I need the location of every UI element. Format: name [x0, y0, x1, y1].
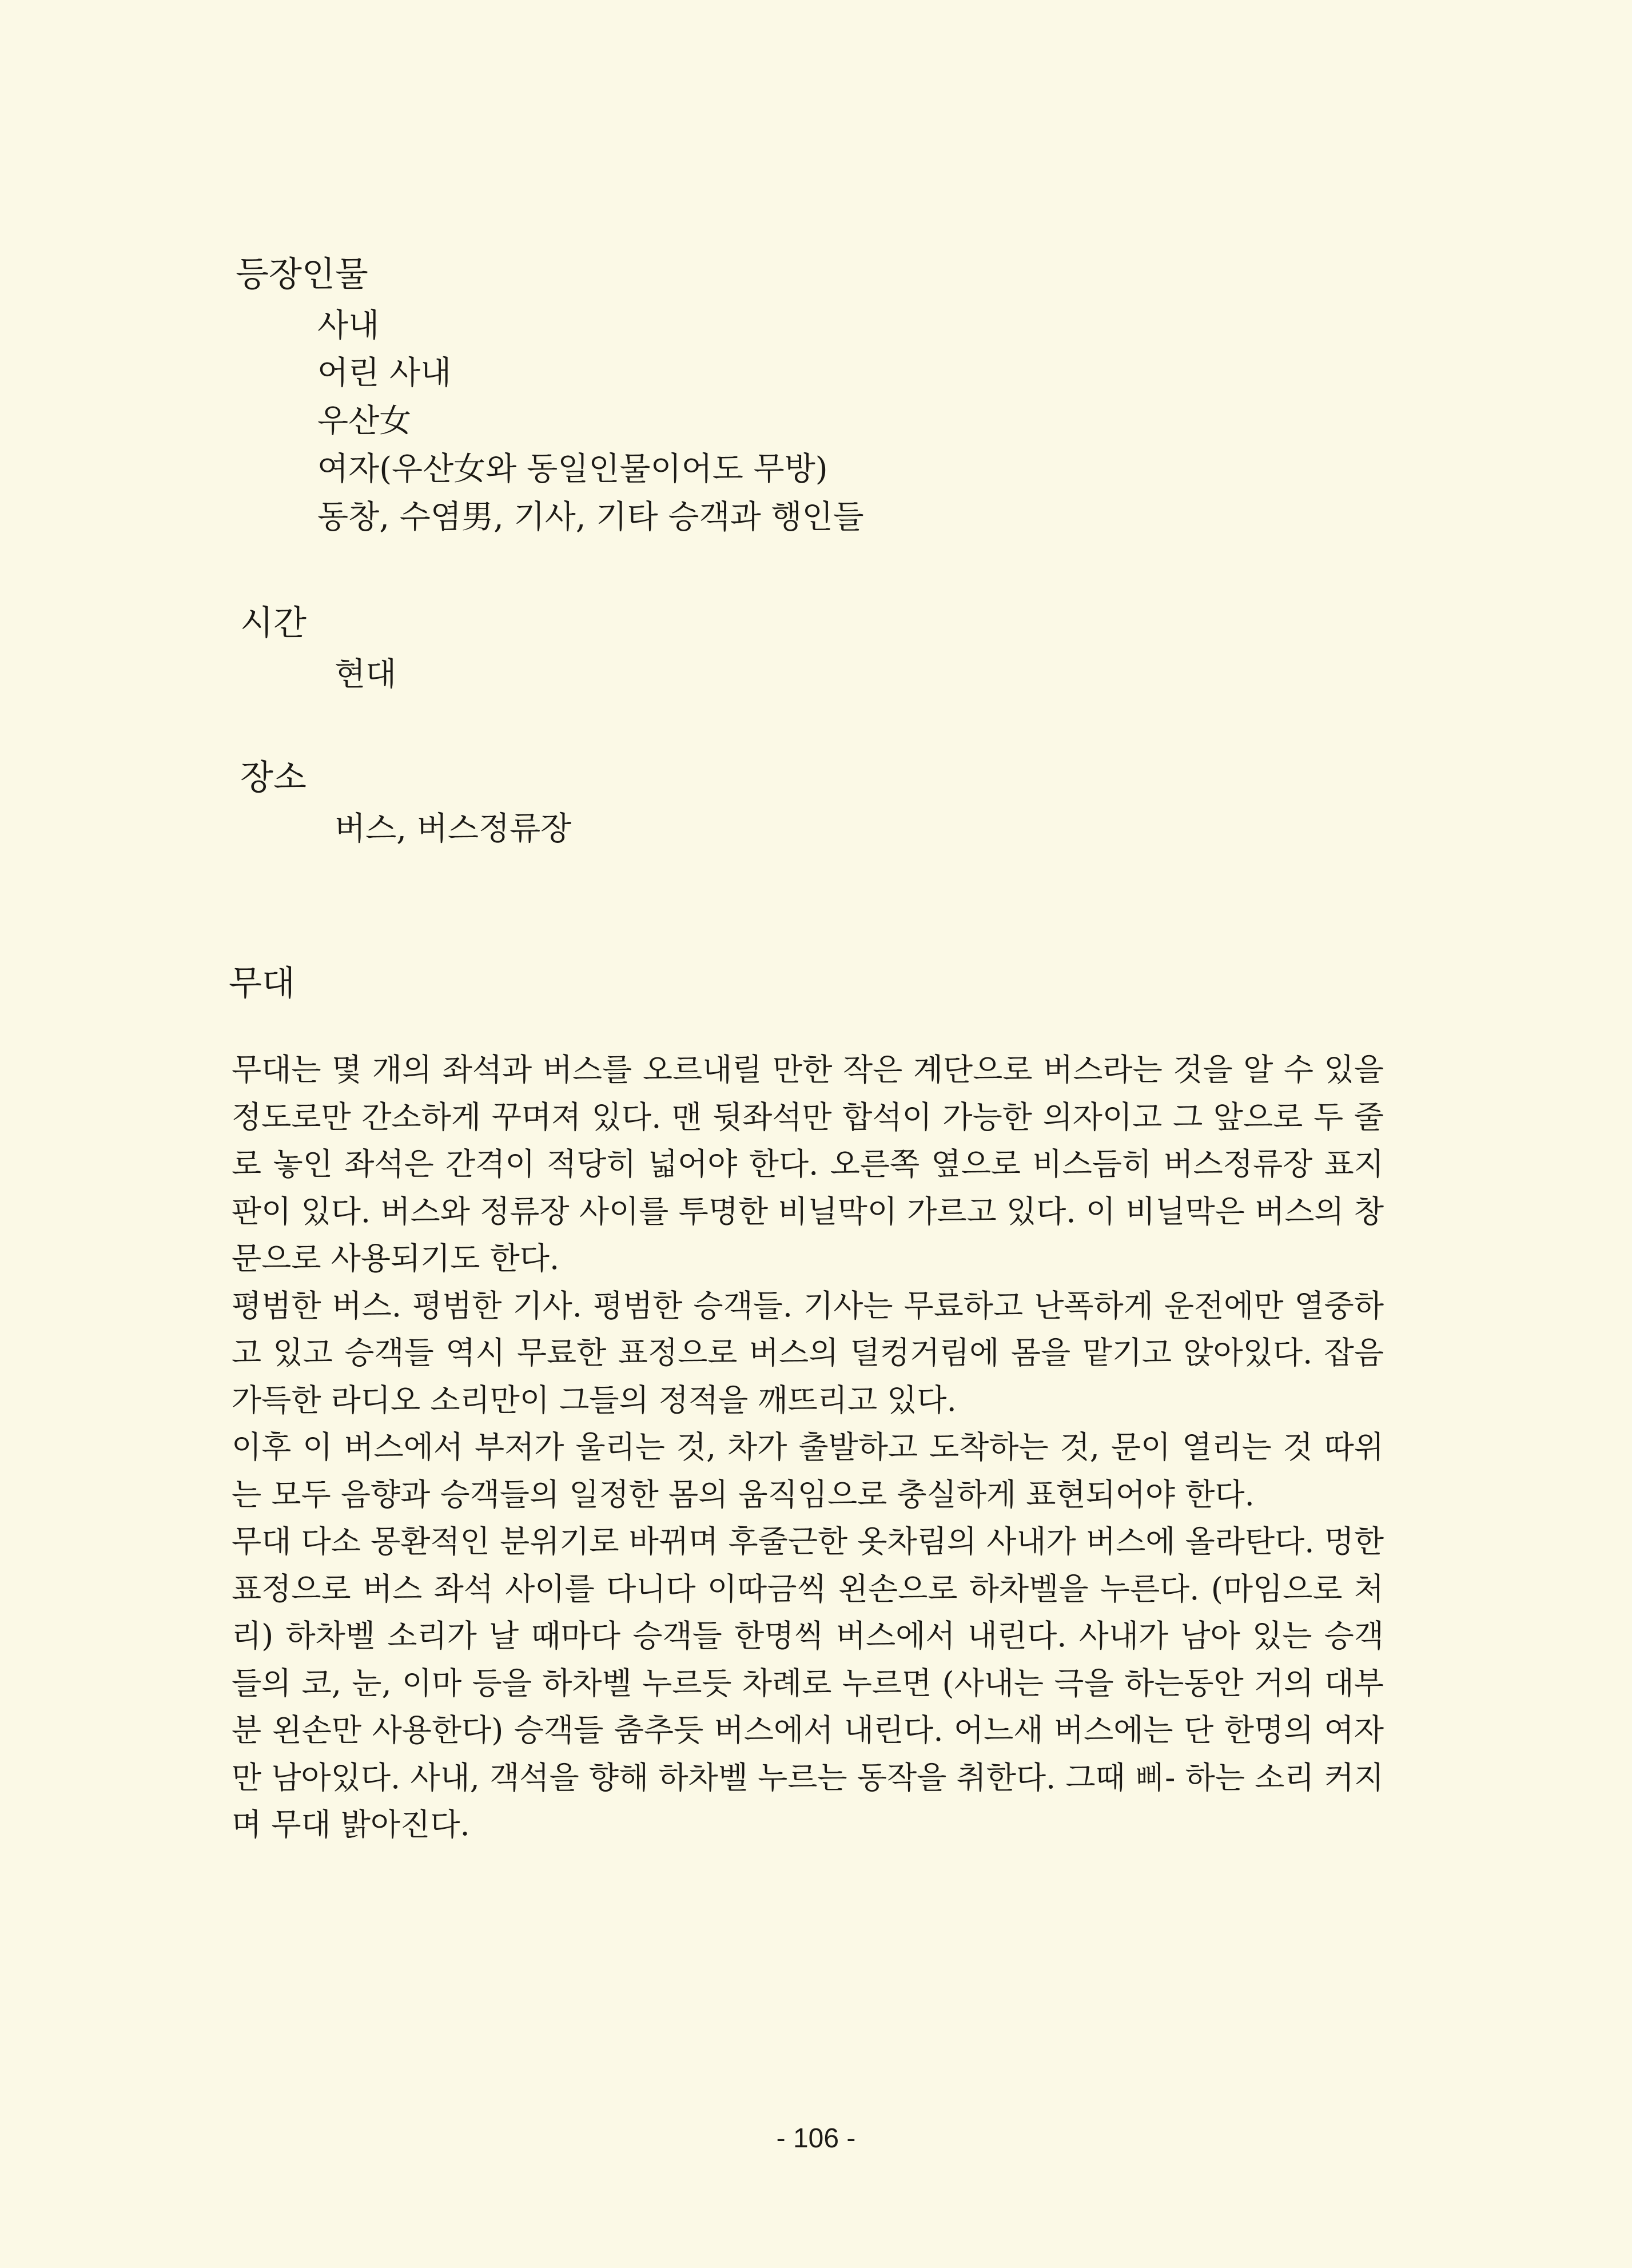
page-number: - 106 - — [776, 2123, 856, 2154]
stage-paragraph: 무대는 몇 개의 좌석과 버스를 오르내릴 만한 작은 계단으로 버스라는 것을 알 수 있을 정도로만 간소하게 꾸며져 있다. 맨 뒷좌석만 합석이 가능한 의자이고 그 앞으로 두 줄로 놓인 좌석은 간격이 적당히 넓어야 한다. 오른쪽 옆으로 비스듬히 버스정류장 표지판이 있다. 버스와 정류장 사이를 투명한 비닐막이 가르고 있다. 이 비닐막은 버스의 창문으로 사용되기도 한다. — [232, 1052, 1384, 1276]
stage-heading: 무대 — [229, 964, 295, 1004]
character-item: 동창, 수염男, 기사, 기타 승객과 행인들 — [317, 499, 864, 536]
time-value: 현대 — [335, 656, 397, 693]
character-item: 사내 — [317, 307, 380, 344]
character-item: 여자(우산女와 동일인물이어도 무방) — [317, 451, 828, 488]
stage-paragraph: 이후 이 버스에서 부저가 울리는 것, 차가 출발하고 도착하는 것, 문이 열리는 것 따위는 모두 음향과 승객들의 일정한 몸의 움직임으로 충실하게 표현되어야 한다. — [232, 1429, 1384, 1513]
stage-paragraph: 평범한 버스. 평범한 기사. 평범한 승객들. 기사는 무료하고 난폭하게 운전에만 열중하고 있고 승객들 역시 무료한 표정으로 버스의 덜컹거림에 몸을 맡기고 앉아있다. 잡음 가득한 라디오 소리만이 그들의 정적을 깨뜨리고 있다. — [232, 1287, 1384, 1418]
place-heading: 장소 — [240, 758, 307, 798]
time-heading: 시간 — [240, 603, 307, 643]
character-item: 우산女 — [317, 403, 412, 440]
stage-paragraph: 무대 다소 몽환적인 분위기로 바뀌며 후줄근한 옷차림의 사내가 버스에 올라탄다. 멍한 표정으로 버스 좌석 사이를 다니다 이따금씩 왼손으로 하차벨을 누른다. (마임으로 처리) 하차벨 소리가 날 때마다 승객들 한명씩 버스에서 내린다. 사내가 남아 있는 승객들의 코, 눈, 이마 등을 하차벨 누르듯 차례로 누르면 (사내는 극을 하는동안 거의 대부분 왼손만 사용한다) 승객들 춤추듯 버스에서 내린다. 어느새 버스에는 단 한명의 여자만 남아있다. 사내, 객석을 향해 하차벨 누르는 동작을 취한다. 그때 삐- 하는 소리 커지며 무대 밝아진다. — [232, 1523, 1384, 1843]
character-item: 어린 사내 — [317, 355, 452, 392]
place-value: 버스, 버스정류장 — [335, 810, 572, 847]
characters-heading: 등장인물 — [236, 254, 368, 295]
stage-description — [232, 1047, 1384, 1849]
